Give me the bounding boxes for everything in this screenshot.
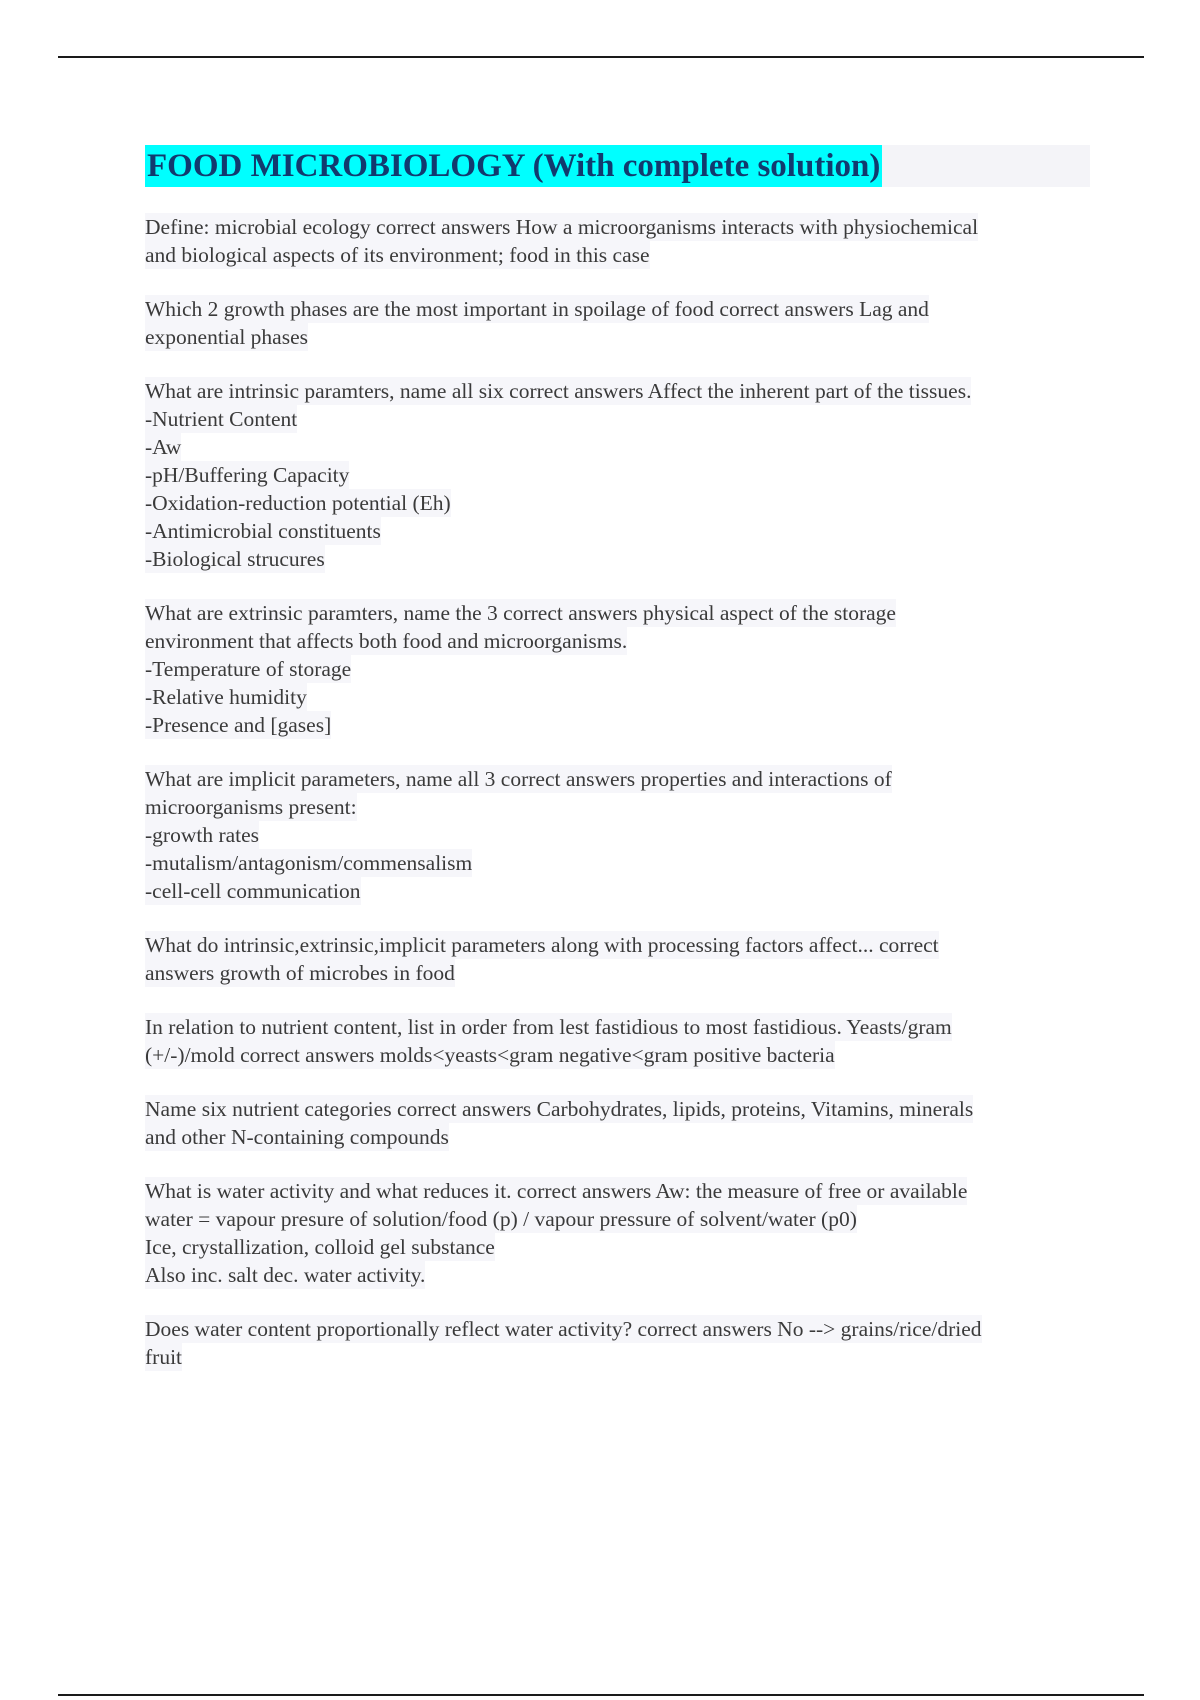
qa-line: -Temperature of storage — [145, 657, 352, 681]
qa-line: What are extrinsic paramters, name the 3 correct answers physical aspect of the storage — [145, 601, 896, 625]
qa-line: What are intrinsic paramters, name all six correct answers Affect the inherent part of the tissues. — [145, 379, 972, 403]
qa-line: fruit — [145, 1345, 183, 1369]
qa-line: answers growth of microbes in food — [145, 961, 455, 985]
qa-line: water = vapour presure of solution/food (p) / vapour pressure of solvent/water (p0) — [145, 1207, 857, 1231]
qa-line: Which 2 growth phases are the most important in spoilage of food correct answers Lag and — [145, 297, 929, 321]
qa-entry — [145, 931, 1090, 987]
qa-line: exponential phases — [145, 325, 308, 349]
qa-line: Ice, crystallization, colloid gel substance — [145, 1235, 495, 1259]
qa-line: -growth rates — [145, 823, 260, 847]
qa-entry — [145, 1177, 1090, 1289]
qa-line: and other N-containing compounds — [145, 1125, 449, 1149]
qa-line: (+/-)/mold correct answers molds<yeasts<gram negative<gram positive bacteria — [145, 1043, 835, 1067]
qa-entry — [145, 1095, 1090, 1151]
qa-line: Define: microbial ecology correct answers How a microorganisms interacts with physiochemical — [145, 215, 979, 239]
qa-list — [145, 213, 1090, 1371]
qa-line: In relation to nutrient content, list in order from lest fastidious to most fastidious. Yeasts/gram — [145, 1015, 952, 1039]
qa-line: What do intrinsic,extrinsic,implicit parameters along with processing factors affect... correct — [145, 933, 939, 957]
title-row — [145, 145, 1090, 187]
qa-line: -mutalism/antagonism/commensalism — [145, 851, 473, 875]
qa-entry — [145, 1013, 1090, 1069]
qa-line: -Nutrient Content — [145, 407, 298, 431]
qa-line: environment that affects both food and microorganisms. — [145, 629, 628, 653]
qa-line: -Aw — [145, 435, 182, 459]
footer-rule — [58, 1694, 1144, 1696]
qa-entry — [145, 377, 1090, 573]
qa-line: -Relative humidity — [145, 685, 307, 709]
qa-line: Also inc. salt dec. water activity. — [145, 1263, 426, 1287]
qa-line: What are implicit parameters, name all 3 correct answers properties and interactions of — [145, 767, 892, 791]
qa-line: Does water content proportionally reflect water activity? correct answers No --> grains/rice/dried — [145, 1317, 982, 1341]
qa-entry — [145, 295, 1090, 351]
qa-entry — [145, 599, 1090, 739]
qa-line: Name six nutrient categories correct answers Carbohydrates, lipids, proteins, Vitamins, minerals — [145, 1097, 974, 1121]
qa-line: -cell-cell communication — [145, 879, 361, 903]
qa-line: -Oxidation-reduction potential (Eh) — [145, 491, 451, 515]
qa-entry — [145, 765, 1090, 905]
qa-entry — [145, 1315, 1090, 1371]
qa-line: microorganisms present: — [145, 795, 357, 819]
qa-line: -Antimicrobial constituents — [145, 519, 381, 543]
qa-line: -pH/Buffering Capacity — [145, 463, 350, 487]
qa-line: -Biological strucures — [145, 547, 325, 571]
qa-line: and biological aspects of its environment; food in this case — [145, 243, 650, 267]
document-title: FOOD MICROBIOLOGY (With complete solution) — [145, 145, 882, 187]
qa-line: -Presence and [gases] — [145, 713, 332, 737]
qa-entry — [145, 213, 1090, 269]
header-rule — [58, 56, 1144, 58]
document-body — [145, 145, 1090, 1397]
qa-line: What is water activity and what reduces it. correct answers Aw: the measure of free or available — [145, 1179, 968, 1203]
